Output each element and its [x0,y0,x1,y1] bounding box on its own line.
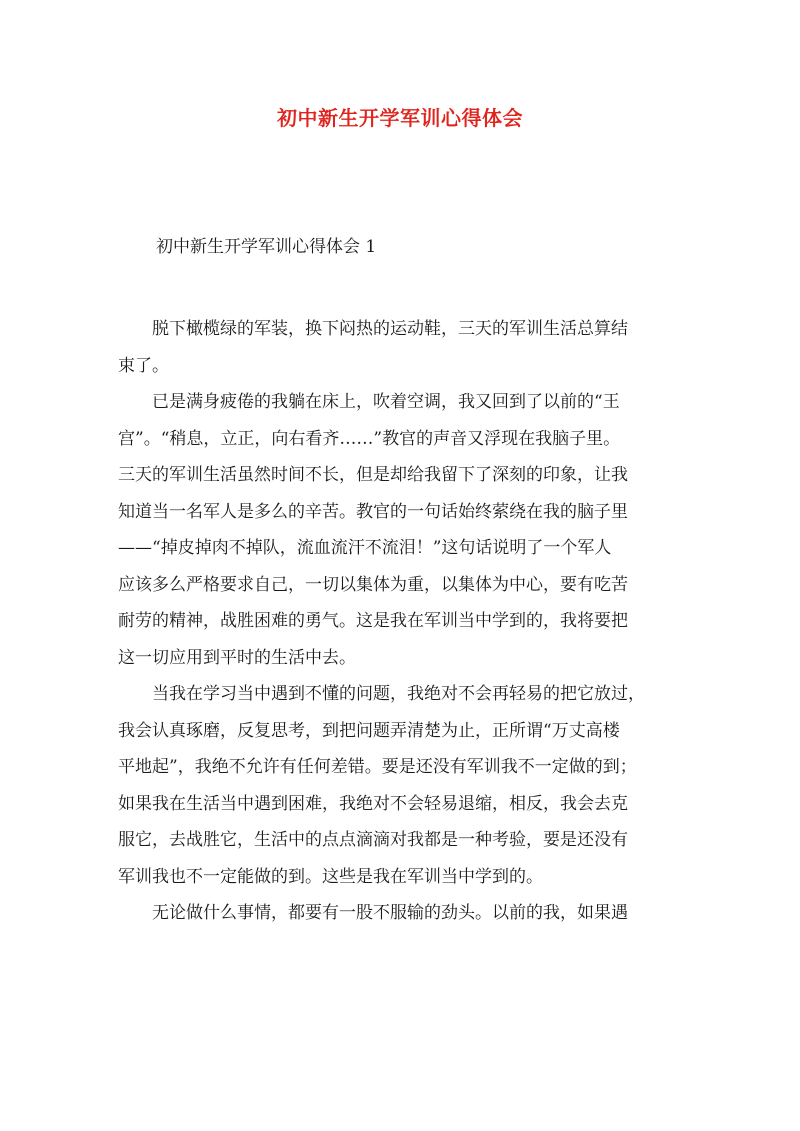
paragraph [118,311,684,384]
document-title: 初中新生开学军训心得体会 [277,106,523,130]
text-line: 已是满身疲倦的我躺在床上，吹着空调，我又回到了以前的“王 [118,392,620,412]
text-line: 军训我也不一定能做的到。这些是我在军训当中学到的。 [118,866,543,887]
text-line: 耐劳的精神，战胜困难的勇气。这是我在军训当中学到的，我将要把 [118,611,628,631]
section-heading: 初中新生开学军训心得体会 1 [156,237,377,257]
text-line: 宫”。“稍息，立正，向右看齐……”教官的声音又浮现在我脑子里。 [118,428,621,449]
text-line: 脱下橄榄绿的军装，换下闷热的运动鞋，三天的军训生活总算结 [118,319,628,339]
text-line: 束了。 [118,355,169,376]
body-text [118,311,684,932]
text-line: 应该多么严格要求自己，一切以集体为重，以集体为中心，要有吃苦 [118,574,628,595]
text-line: ——“掉皮掉肉不掉队，流血流汗不流泪！”这句话说明了一个军人 [118,538,612,558]
text-line: 平地起”，我绝不允许有任何差错。要是还没有军训我不一定做的到； [118,757,637,777]
paragraph [118,895,684,932]
text-line: 三天的军训生活虽然时间不长，但是却给我留下了深刻的印象，让我 [118,465,628,485]
paragraph [118,676,684,895]
text-line: 无论做什么事情，都要有一股不服输的劲头。以前的我，如果遇 [118,903,628,923]
text-line: 我会认真琢磨，反复思考，到把问题弄清楚为止，正所谓“万丈高楼 [118,720,620,741]
text-line: 当我在学习当中遇到不懂的问题，我绝对不会再轻易的把它放过， [118,684,645,704]
text-line: 知道当一名军人是多么的辛苦。教官的一句话始终萦绕在我的脑子里 [118,501,628,522]
text-line: 如果我在生活当中遇到困难，我绝对不会轻易退缩，相反，我会去克 [118,793,628,814]
text-line: 服它，去战胜它，生活中的点点滴滴对我都是一种考验，要是还没有 [118,830,628,850]
paragraph [118,384,684,676]
text-line: 这一切应用到平时的生活中去。 [118,647,356,668]
